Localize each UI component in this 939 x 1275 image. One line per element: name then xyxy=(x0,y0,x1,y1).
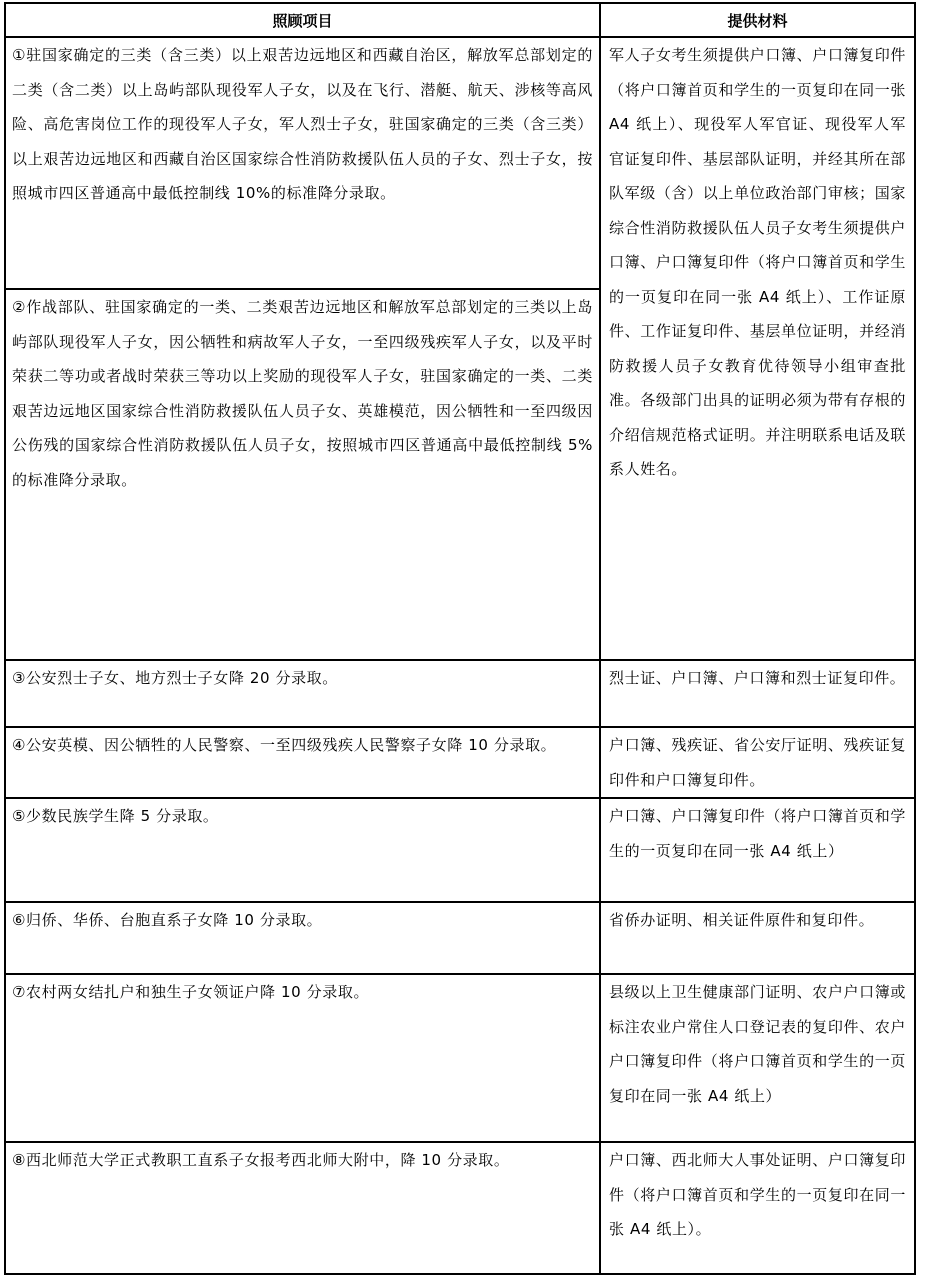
materials-cell xyxy=(600,727,915,798)
item-cell xyxy=(5,37,600,289)
header-care-items: 照顾项目 xyxy=(5,3,600,37)
table-row xyxy=(5,902,915,974)
item-cell xyxy=(5,1142,600,1274)
materials-cell xyxy=(600,798,915,902)
materials-text: 县级以上卫生健康部门证明、农户户口簿或标注农业户常住人口登记表的复印件、农户户口簿复印件（将户口簿首页和学生的一页复印在同一张 A4 纸上） xyxy=(609,983,906,1105)
materials-text: 军人子女考生须提供户口簿、户口簿复印件（将户口簿首页和学生的一页复印在同一张 A4 纸上）、现役军人军官证、现役军人军官证复印件、基层部队证明，并经其所在部队军级（含）以上单位政治部门审核；国家综合性消防救援队伍人员子女考生须提供户口簿、户口簿复印件（将户口簿首页和学生的一页复印在同一张 A4 纸上）、工作证原件、工作证复印件、基层单位证明，并经消防救援人员子女教育优待领导小组审查批准。各级部门出具的证明必须为带有存根的介绍信规范格式证明。并注明联系电话及联系人姓名。 xyxy=(609,46,912,478)
table-row xyxy=(5,727,915,798)
policy-table xyxy=(4,2,916,1275)
item-cell xyxy=(5,798,600,902)
materials-text: 省侨办证明、相关证件原件和复印件。 xyxy=(609,911,875,929)
header-materials: 提供材料 xyxy=(600,3,915,37)
item-cell xyxy=(5,289,600,660)
item-cell xyxy=(5,660,600,727)
materials-text: 户口簿、西北师大人事处证明、户口簿复印件（将户口簿首页和学生的一页复印在同一张 A4 纸上）。 xyxy=(609,1151,906,1238)
table-row xyxy=(5,974,915,1142)
item-text: ⑥归侨、华侨、台胞直系子女降 10 分录取。 xyxy=(12,911,323,929)
materials-cell xyxy=(600,974,915,1142)
materials-text: 户口簿、残疾证、省公安厅证明、残疾证复印件和户口簿复印件。 xyxy=(609,736,906,789)
table-row xyxy=(5,798,915,902)
table-row xyxy=(5,37,915,289)
materials-text: 户口簿、户口簿复印件（将户口簿首页和学生的一页复印在同一张 A4 纸上） xyxy=(609,807,906,860)
materials-cell xyxy=(600,902,915,974)
materials-cell xyxy=(600,37,915,660)
item-cell xyxy=(5,727,600,798)
item-text: ⑤少数民族学生降 5 分录取。 xyxy=(12,807,219,825)
item-text: ③公安烈士子女、地方烈士子女降 20 分录取。 xyxy=(12,669,338,687)
table-row xyxy=(5,1142,915,1274)
item-cell xyxy=(5,902,600,974)
item-text: ②作战部队、驻国家确定的一类、二类艰苦边远地区和解放军总部划定的三类以上岛屿部队现役军人子女，因公牺牲和病故军人子女，一至四级残疾军人子女，以及平时荣获二等功或者战时荣获三等功以上奖励的现役军人子女，驻国家确定的一类、二类艰苦边远地区国家综合性消防救援队伍人员子女、英雄模范，因公牺牲和一至四级因公伤残的国家综合性消防救援队伍人员子女，按照城市四区普通高中最低控制线 5%的标准降分录取。 xyxy=(12,298,593,489)
item-text: ⑧西北师范大学正式教职工直系子女报考西北师大附中，降 10 分录取。 xyxy=(12,1151,510,1169)
item-text: ⑦农村两女结扎户和独生子女领证户降 10 分录取。 xyxy=(12,983,370,1001)
materials-cell xyxy=(600,660,915,727)
item-cell xyxy=(5,974,600,1142)
item-text: ④公安英模、因公牺牲的人民警察、一至四级残疾人民警察子女降 10 分录取。 xyxy=(12,736,557,754)
materials-text: 烈士证、户口簿、户口簿和烈士证复印件。 xyxy=(609,669,906,687)
item-text: ①驻国家确定的三类（含三类）以上艰苦边远地区和西藏自治区，解放军总部划定的二类（含二类）以上岛屿部队现役军人子女，以及在飞行、潜艇、航天、涉核等高风险、高危害岗位工作的现役军人子女，军人烈士子女，驻国家确定的三类（含三类）以上艰苦边远地区和西藏自治区国家综合性消防救援队伍人员的子女、烈士子女，按照城市四区普通高中最低控制线 10%的标准降分录取。 xyxy=(12,46,593,202)
materials-cell xyxy=(600,1142,915,1274)
header-row xyxy=(5,3,915,37)
table-row xyxy=(5,660,915,727)
